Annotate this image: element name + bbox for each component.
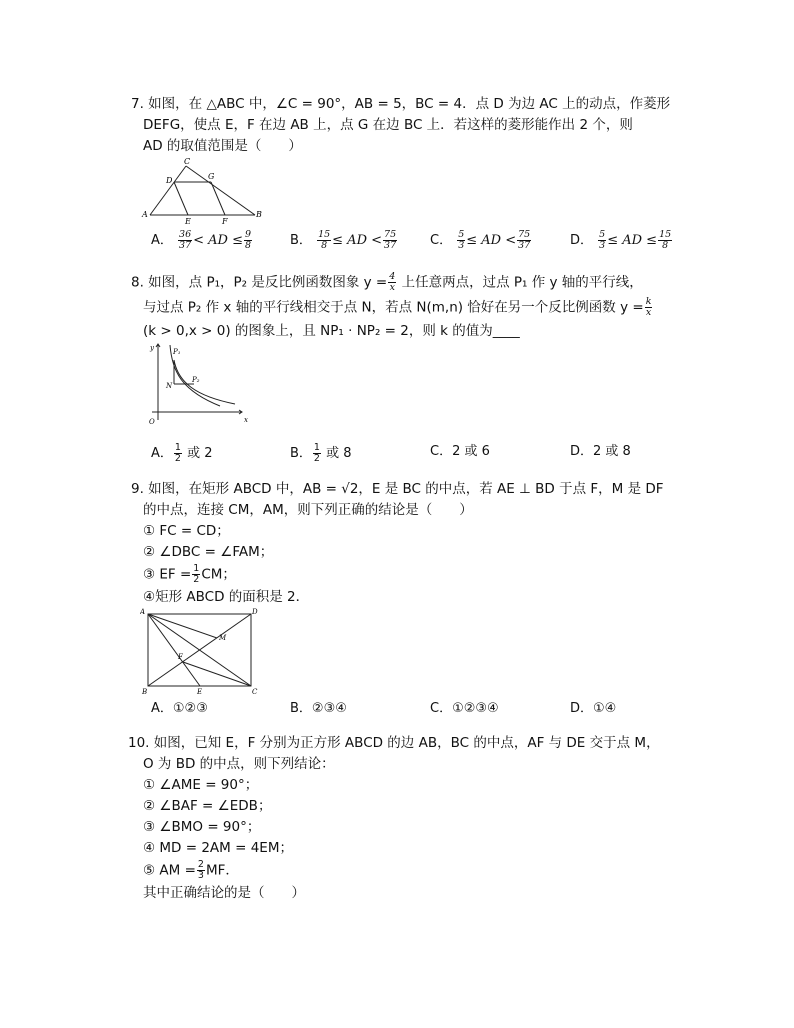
q8-label-o: O: [149, 418, 155, 426]
q8-label-p2: P₂: [192, 376, 200, 384]
q8-hyperbola-figure: [140, 340, 255, 430]
q7-label-b: B: [256, 210, 262, 219]
q10-tail: 其中正确结论的是（ ）: [143, 885, 305, 901]
q8-option-c[interactable]: C．2 或 6: [430, 444, 490, 459]
q9-claim3: ③ EF = $\frac{1}{2}$ CM；: [143, 563, 236, 585]
q7-triangle-figure: [140, 155, 270, 225]
q8-option-a[interactable]: A． $\frac{1}{2}$ 或 2: [151, 442, 213, 464]
q9-option-c[interactable]: C．①②③④: [430, 701, 499, 716]
q9-claim4: ④矩形 ABCD 的面积是 2．: [143, 589, 310, 605]
q8-line1: 8. 如图，点 P₁，P₂ 是反比例函数图象 y = $\frac{4}{x}$ 上任意两点，过点 P₁ 作 y 轴的平行线，: [131, 271, 643, 293]
q9-label-a: A: [140, 608, 146, 616]
q9-option-a[interactable]: A．①②③: [151, 701, 208, 716]
q9-option-b[interactable]: B．②③④: [290, 701, 347, 716]
q8-label-y: y: [150, 344, 154, 352]
q7-line1: 7. 如图，在 △ABC 中，∠C = 90°，AB = 5，BC = 4．点 D 为边 AC 上的动点，作菱形: [131, 96, 671, 112]
q9-option-d[interactable]: D．①④: [570, 701, 617, 716]
q8-label-p1: P₁: [173, 348, 181, 356]
q10-claim1: ① ∠AME = 90°；: [143, 777, 259, 793]
q7-label-e: E: [185, 217, 191, 225]
q9-label-b: B: [142, 688, 148, 696]
q10-line2: O 为 BD 的中点，则下列结论：: [143, 756, 335, 772]
q10-claim4: ④ MD = 2AM = 4EM；: [143, 840, 293, 856]
q9-label-d: D: [252, 608, 258, 616]
q7-line3: AD 的取值范围是（ ）: [143, 138, 302, 154]
q7-label-c: C: [184, 157, 191, 166]
q8-line2: 与过点 P₂ 作 x 轴的平行线相交于点 N，若点 N(m,n) 恰好在另一个反比例函数 y = $\frac{k}{x}$: [143, 296, 652, 318]
q7-line2: DEFG，使点 E，F 在边 AB 上，点 G 在边 BC 上．若这样的菱形能作出 2 个，则: [143, 117, 633, 133]
q9-label-e: E: [197, 688, 203, 696]
q9-rectangle-figure: [140, 606, 265, 696]
q7-option-b[interactable]: B． $\frac{15}{8}$ ≤ AD < $\frac{75}{37}$: [290, 229, 397, 251]
q8-option-d[interactable]: D．2 或 8: [570, 444, 631, 459]
q7-option-c[interactable]: C． $\frac{5}{3}$ ≤ AD < $\frac{75}{37}$: [430, 229, 531, 251]
q9-label-c: C: [252, 688, 258, 696]
q7-label-d: D: [166, 176, 173, 185]
q7-label-a: A: [142, 210, 148, 219]
q10-claim3: ③ ∠BMO = 90°；: [143, 819, 261, 835]
q8-label-n: N: [166, 382, 173, 390]
q9-claim1: ① FC = CD；: [143, 523, 230, 539]
q8-label-x: x: [244, 416, 248, 424]
q9-line2: 的中点，连接 CM，AM，则下列正确的结论是（ ）: [143, 502, 473, 518]
q7-label-f: F: [222, 217, 228, 225]
q7-option-a[interactable]: A． $\frac{36}{37}$ < AD ≤ $\frac{9}{8}$: [151, 229, 252, 251]
q7-label-g: G: [208, 172, 215, 181]
q10-claim2: ② ∠BAF = ∠EDB；: [143, 798, 272, 814]
q8-line3: (k > 0,x > 0) 的图象上，且 NP₁ · NP₂ = 2，则 k 的值为____: [143, 323, 520, 339]
q9-label-f: F: [178, 653, 183, 661]
q8-option-b[interactable]: B． $\frac{1}{2}$ 或 8: [290, 442, 352, 464]
q7-option-d[interactable]: D． $\frac{5}{3}$ ≤ AD ≤ $\frac{15}{8}$: [570, 229, 672, 251]
q10-line1: 10. 如图，已知 E，F 分别为正方形 ABCD 的边 AB，BC 的中点，AF 与 DE 交于点 M，: [128, 735, 660, 751]
q9-claim2: ② ∠DBC = ∠FAM；: [143, 544, 274, 560]
q9-line1: 9. 如图，在矩形 ABCD 中，AB = √2，E 是 BC 的中点，若 AE ⊥ BD 于点 F，M 是 DF: [131, 481, 664, 497]
q9-label-m: M: [219, 634, 227, 642]
q10-claim5: ⑤ AM = $\frac{2}{3}$ MF．: [143, 859, 239, 881]
